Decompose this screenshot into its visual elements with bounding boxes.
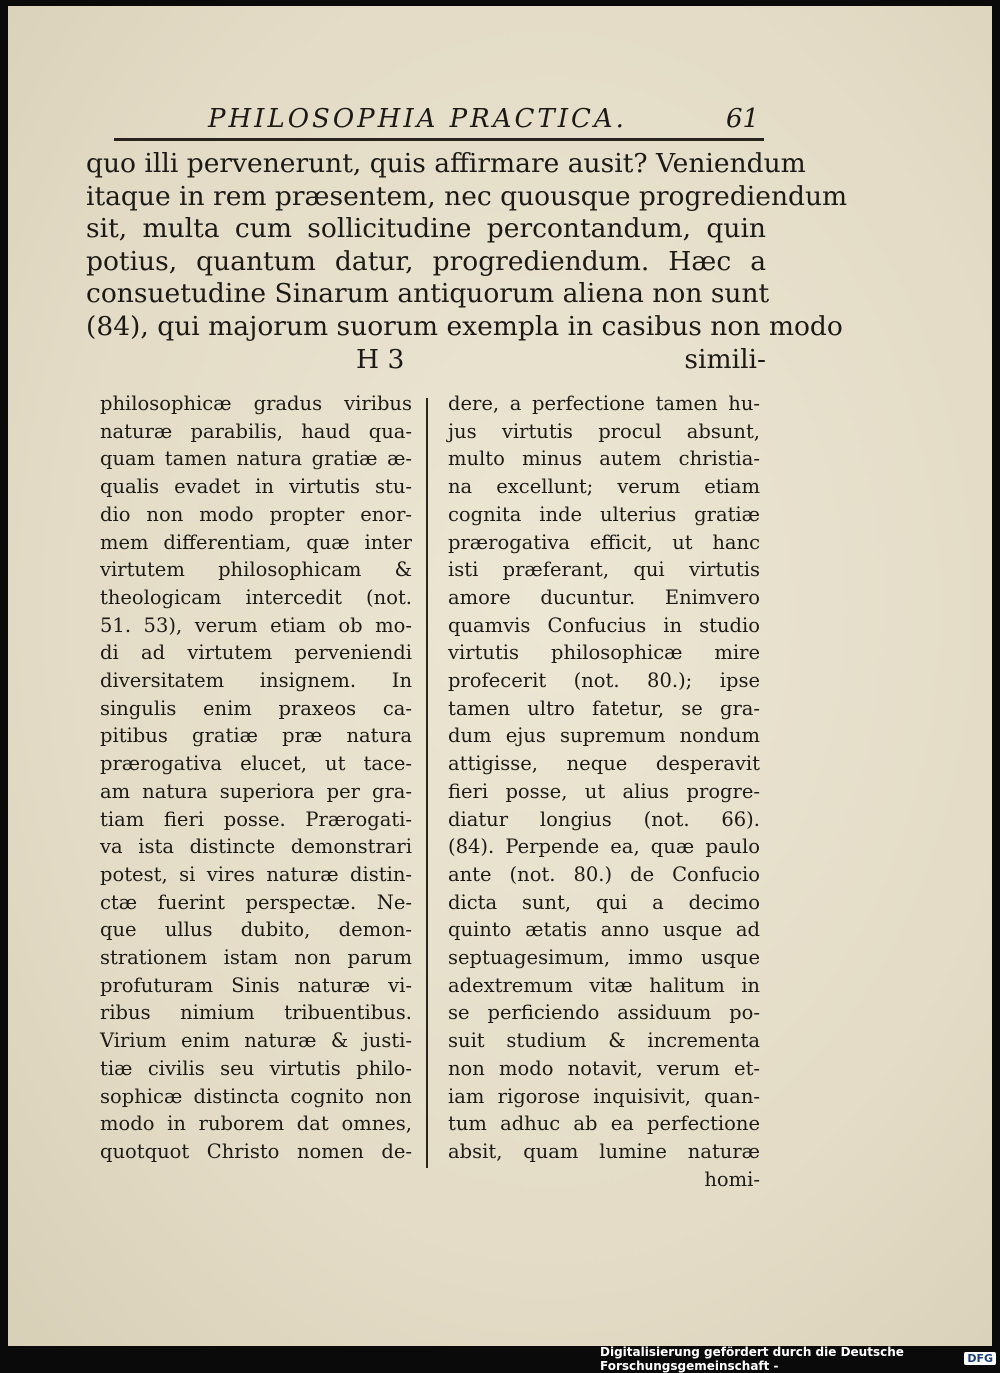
footnote-line: ante (not. 80.) de Confucio [448,862,760,886]
footnote-line: dicta sunt, qui a decimo [448,890,760,914]
footnote-line: strationem istam non parum [100,946,412,970]
book-page [8,6,992,1346]
footnote-line: (84). Perpende ea, quæ paulo [448,835,760,859]
footnote-line: cognita inde ulterius gratiæ [448,502,760,526]
catchword: simili- [684,343,766,375]
footnote-line: singulis enim praxeos ca- [100,696,412,720]
footnote-line: potest, si vires naturæ distin- [100,862,412,886]
footnote-line: tiam fieri posse. Prærogati- [100,807,412,831]
text-line: (84), qui majorum suorum exempla in casibus non modo [86,310,843,342]
footnote-line: profuturam Sinis naturæ vi- [100,973,412,997]
footnote-line: amore ducuntur. Enimvero [448,585,760,609]
footnote-line: modo in ruborem dat omnes, [100,1112,412,1136]
signature-line [86,344,766,377]
right-footnote-column [448,390,760,1193]
footnote-line: que ullus dubito, demon- [100,918,412,942]
footnote-line: virtutem philosophicam & [100,558,412,582]
main-text-block [86,148,848,376]
page-number: 61 [726,104,760,134]
footnote-line: absit, quam lumine naturæ [448,1139,760,1163]
footnote-line: tamen ultro fatetur, se gra- [448,696,760,720]
footnote-line: ctæ fuerint perspectæ. Ne- [100,890,412,914]
footnote-line: qualis evadet in virtutis stu- [100,475,412,499]
footnote-line: iam rigorose inquisivit, quan- [448,1084,760,1108]
signature-mark: H 3 [356,343,405,375]
footnote-line: prærogativa efficit, ut hanc [448,530,760,554]
footnote-line: suit studium & incrementa [448,1029,760,1053]
footnote-line: naturæ parabilis, haud qua- [100,419,412,443]
footnote-line: virtutis philosophicæ mire [448,641,760,665]
footnote-line: quamvis Confucius in studio [448,613,760,637]
footnote-line: tum adhuc ab ea perfectione [448,1112,760,1136]
footnote-line: ribus nimium tribuentibus. [100,1001,412,1025]
footnote-line: non modo notavit, verum et- [448,1056,760,1080]
header-rule [114,138,764,141]
text-line: sit, multa cum sollicitudine percontandum, quin [86,213,766,245]
footnote-line: jus virtutis procul absunt, [448,419,760,443]
footnote-line: diatur longius (not. 66). [448,807,760,831]
footnote-line: theologicam intercedit (not. [100,585,412,609]
footnote-line: dio non modo propter enor- [100,502,412,526]
running-title: PHILOSOPHIA PRACTICA. [208,104,627,134]
footnote-line: diversitatem insignem. In [100,669,412,693]
footnote-line: sophicæ distincta cognito non [100,1084,412,1108]
footnote-line: na excellunt; verum etiam [448,475,760,499]
footnote-line: tiæ civilis seu virtutis philo- [100,1056,412,1080]
footnote-line: philosophicæ gradus viribus [100,392,412,415]
footnote-line: 51. 53), verum etiam ob mo- [100,613,412,637]
footnote-line: isti præferant, qui virtutis [448,558,760,582]
text-line: itaque in rem præsentem, nec quousque progrediendum [86,180,848,212]
column-divider [426,398,428,1168]
footnote-line: quam tamen natura gratiæ æ- [100,447,412,471]
footnote-line: se perficiendo assiduum po- [448,1001,760,1025]
footnote-line: dum ejus supremum nondum [448,724,760,748]
footnote-line: dere, a perfectione tamen hu- [448,392,760,415]
footnote-line: prærogativa elucet, ut tace- [100,752,412,776]
footnote-line: quinto ætatis anno usque ad [448,918,760,942]
footnote-line: adextremum vitæ halitum in [448,973,760,997]
footnote-line: fieri posse, ut alius progre- [448,779,760,803]
footnote-line: pitibus gratiæ præ natura [100,724,412,748]
text-line: consuetudine Sinarum antiquorum aliena non sunt [86,278,770,310]
footnote-line: attigisse, neque desperavit [448,752,760,776]
footer-text: Digitalisierung gefördert durch die Deutsche Forschungsgemeinschaft - [600,1344,904,1373]
footnote-line: profecerit (not. 80.); ipse [448,669,760,693]
dfg-logo: DFG [964,1352,996,1365]
footnote-line: Virium enim naturæ & justi- [100,1029,412,1053]
catchword: homi- [704,1167,760,1191]
footnote-line: quotquot Christo nomen de- [100,1139,412,1163]
footnote-line: mem differentiam, quæ inter [100,530,412,554]
text-line: quo illi pervenerunt, quis affirmare ausit? Veniendum [86,148,806,179]
left-footnote-column [100,390,412,1166]
footnote-line: di ad virtutem perveniendi [100,641,412,665]
footnote-line: va ista distincte demonstrari [100,835,412,859]
footnote-line: septuagesimum, immo usque [448,946,760,970]
digitization-footer [600,1344,1000,1373]
footnote-line: am natura superiora per gra- [100,779,412,803]
text-line: potius, quantum datur, progrediendum. Hæc a [86,245,766,277]
footnote-line: multo minus autem christia- [448,447,760,471]
